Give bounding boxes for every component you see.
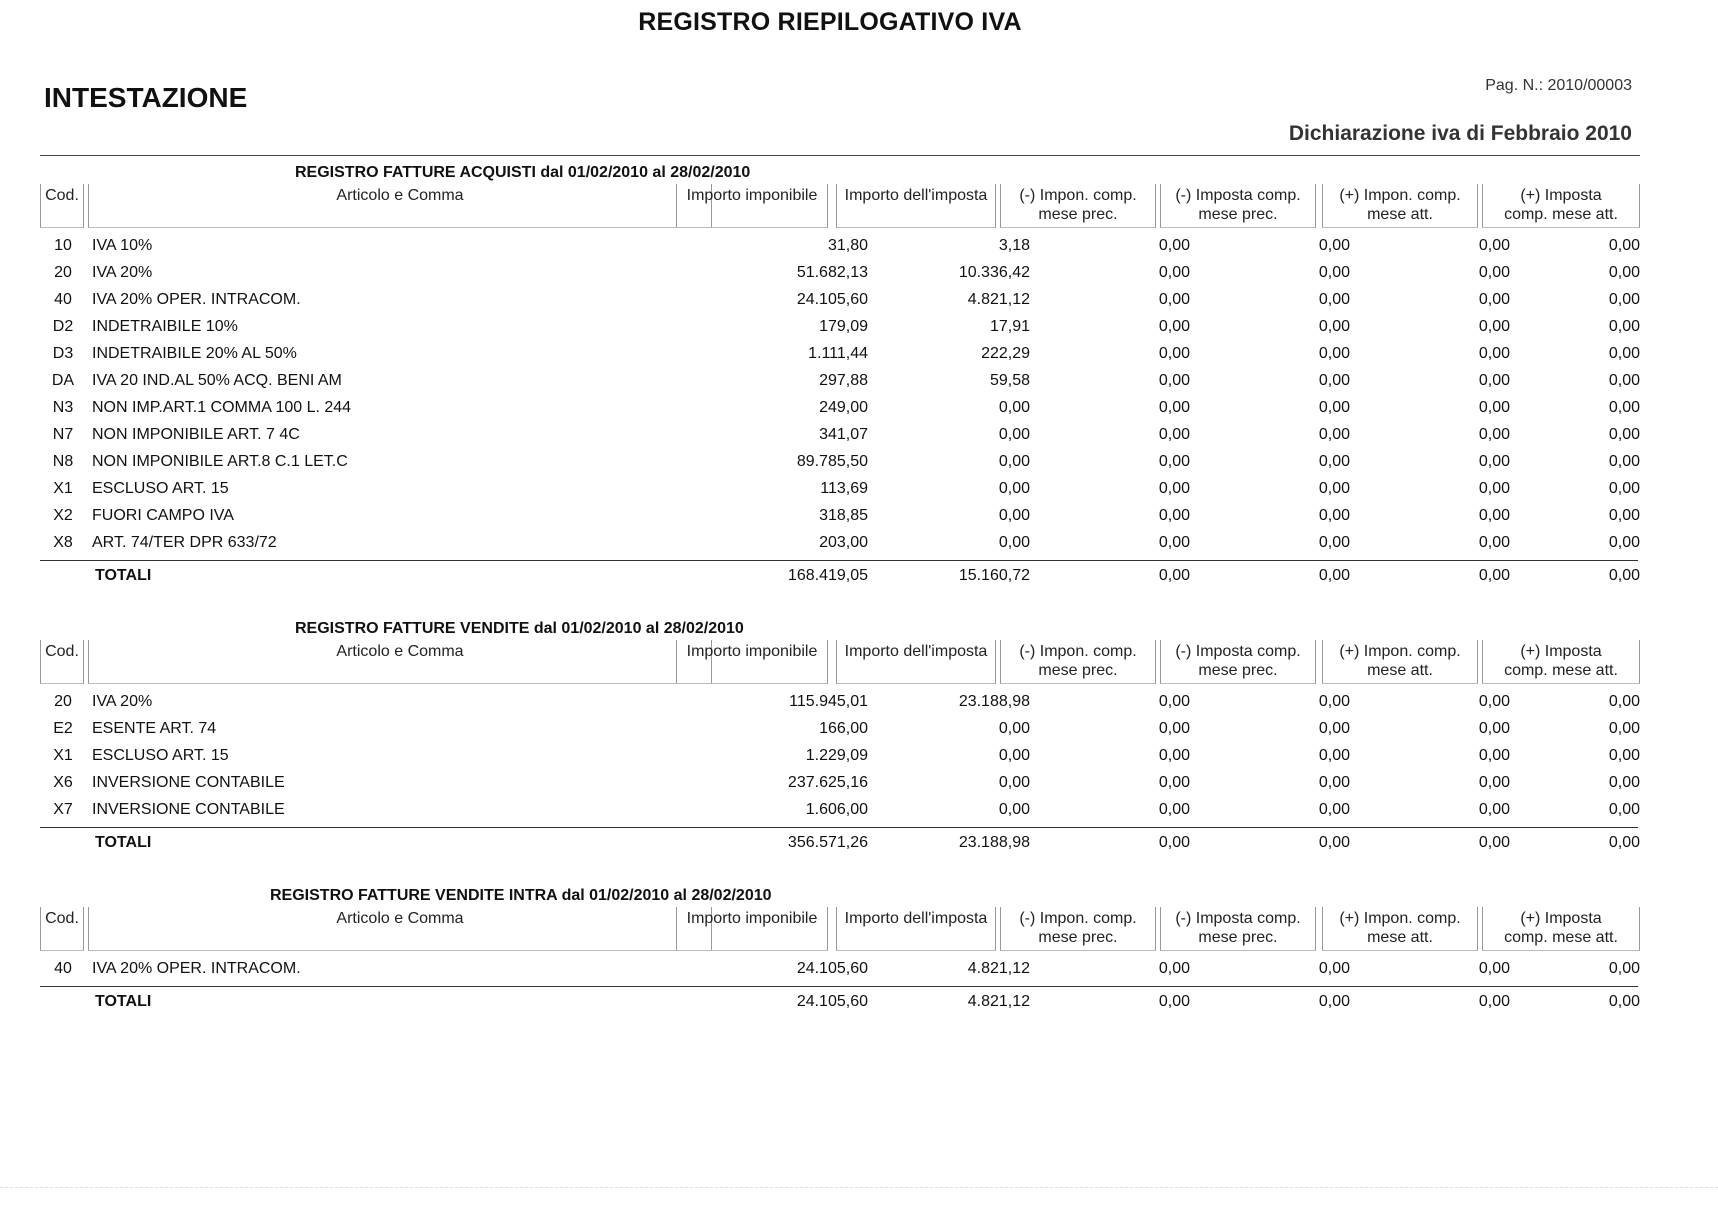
cell-articolo: IVA 20 IND.AL 50% ACQ. BENI AM: [92, 372, 342, 389]
cell-imponibile: 1.229,09: [805, 747, 868, 764]
table-row: [40, 313, 1640, 340]
table-row: [40, 529, 1640, 556]
cell-impon-prec: 0,00: [1158, 345, 1190, 362]
column-header-text: comp. mese att.: [1504, 929, 1618, 946]
cell-imponibile: 24.105,60: [796, 960, 868, 977]
cell-imposta-att: 0,00: [1608, 399, 1640, 416]
cell-imposta-att: 0,00: [1608, 480, 1640, 497]
cell-impon-att: 0,00: [1478, 318, 1510, 335]
table-row: [40, 769, 1640, 796]
cell-imponibile: 297,88: [819, 372, 868, 389]
cell-impon-att: 0,00: [1478, 507, 1510, 524]
cell-articolo: ART. 74/TER DPR 633/72: [92, 534, 277, 551]
column-header-text: (+) Imposta: [1520, 643, 1602, 660]
column-header: [676, 907, 828, 951]
column-header-text: Cod.: [45, 910, 79, 927]
cell-imponibile: 115.945,01: [789, 693, 868, 710]
table-row: [40, 448, 1640, 475]
column-header: [1000, 640, 1156, 684]
cell-imposta: 0,00: [998, 453, 1030, 470]
column-header: [1482, 184, 1640, 228]
total-imposta: 23.188,98: [958, 834, 1030, 851]
cell-imposta: 3,18: [998, 237, 1030, 254]
column-header: [1160, 184, 1316, 228]
total-impon-prec: 0,00: [1158, 834, 1190, 851]
cell-imposta-att: 0,00: [1608, 318, 1640, 335]
cell-impon-prec: 0,00: [1158, 534, 1190, 551]
cell-cod: 20: [54, 264, 72, 281]
column-header-text: Cod.: [45, 187, 79, 204]
total-imposta-att: 0,00: [1608, 993, 1640, 1010]
cell-imposta-att: 0,00: [1608, 345, 1640, 362]
cell-articolo: IVA 20%: [92, 264, 153, 281]
column-header: [88, 640, 712, 684]
cell-impon-prec: 0,00: [1158, 318, 1190, 335]
cell-imposta-att: 0,00: [1608, 693, 1640, 710]
table-row: [40, 742, 1640, 769]
cell-impon-att: 0,00: [1478, 399, 1510, 416]
total-imponibile: 168.419,05: [787, 567, 868, 584]
table-row: [40, 955, 1640, 982]
column-header: [40, 907, 84, 951]
cell-cod: 20: [54, 693, 72, 710]
cell-imposta-prec: 0,00: [1318, 237, 1350, 254]
column-header-text: (+) Impon. comp.: [1339, 643, 1461, 660]
column-header-text: Importo dell'imposta: [844, 187, 988, 204]
column-header-text: (-) Imposta comp.: [1175, 187, 1301, 204]
cell-imposta: 59,58: [989, 372, 1030, 389]
column-header-text: (+) Imposta: [1520, 187, 1602, 204]
cell-imponibile: 318,85: [819, 507, 868, 524]
column-header-text: Importo imponibile: [686, 187, 818, 204]
cell-impon-prec: 0,00: [1158, 507, 1190, 524]
total-imposta: 4.821,12: [967, 993, 1030, 1010]
column-header: [836, 184, 996, 228]
cell-cod: E2: [53, 720, 73, 737]
cell-cod: 10: [54, 237, 72, 254]
cell-cod: D3: [52, 345, 74, 362]
cell-imposta: 4.821,12: [967, 960, 1030, 977]
column-header-text: Importo dell'imposta: [844, 910, 988, 927]
cell-impon-att: 0,00: [1478, 453, 1510, 470]
column-header: [1160, 907, 1316, 951]
column-header: [1160, 640, 1316, 684]
cell-impon-att: 0,00: [1478, 693, 1510, 710]
cell-impon-att: 0,00: [1478, 291, 1510, 308]
table-row: [40, 286, 1640, 313]
cell-articolo: INVERSIONE CONTABILE: [92, 774, 285, 791]
cell-impon-att: 0,00: [1478, 372, 1510, 389]
column-header-text: mese prec.: [1198, 929, 1278, 946]
cell-imposta: 0,00: [998, 426, 1030, 443]
cell-impon-att: 0,00: [1478, 747, 1510, 764]
cell-imponibile: 113,69: [820, 480, 868, 497]
cell-impon-prec: 0,00: [1158, 801, 1190, 818]
column-header-text: mese prec.: [1198, 662, 1278, 679]
table-row: [40, 421, 1640, 448]
column-header-text: mese att.: [1367, 206, 1433, 223]
page-title: REGISTRO RIEPILOGATIVO IVA: [638, 8, 1022, 36]
column-header-text: mese att.: [1367, 929, 1433, 946]
cell-impon-prec: 0,00: [1158, 399, 1190, 416]
cell-impon-att: 0,00: [1478, 720, 1510, 737]
table-row: [40, 796, 1640, 823]
table-row: [40, 259, 1640, 286]
cell-impon-prec: 0,00: [1158, 291, 1190, 308]
cell-imposta-prec: 0,00: [1318, 372, 1350, 389]
totals-label: TOTALI: [95, 834, 152, 851]
table-row: [40, 475, 1640, 502]
cell-impon-att: 0,00: [1478, 534, 1510, 551]
table-header: [40, 184, 1640, 232]
declaration-title: Dichiarazione iva di Febbraio 2010: [1288, 122, 1632, 145]
cell-articolo: IVA 10%: [92, 237, 153, 254]
column-header-text: Articolo e Comma: [336, 643, 464, 660]
column-header: [88, 907, 712, 951]
cell-imposta-att: 0,00: [1608, 237, 1640, 254]
column-header-text: (-) Impon. comp.: [1019, 910, 1137, 927]
column-header: [836, 640, 996, 684]
column-header: [88, 184, 712, 228]
column-header: [1482, 640, 1640, 684]
cell-articolo: ESCLUSO ART. 15: [92, 480, 229, 497]
cell-impon-prec: 0,00: [1158, 264, 1190, 281]
cell-impon-att: 0,00: [1478, 264, 1510, 281]
total-imposta-att: 0,00: [1608, 567, 1640, 584]
table-header: [40, 640, 1640, 688]
total-impon-att: 0,00: [1478, 834, 1510, 851]
cell-imposta: 10.336,42: [958, 264, 1030, 281]
total-impon-att: 0,00: [1478, 993, 1510, 1010]
column-header-text: mese prec.: [1198, 206, 1278, 223]
cell-imposta: 0,00: [998, 507, 1030, 524]
total-imposta-prec: 0,00: [1318, 834, 1350, 851]
cell-articolo: ESENTE ART. 74: [92, 720, 217, 737]
cell-imponibile: 203,00: [819, 534, 868, 551]
cell-articolo: IVA 20% OPER. INTRACOM.: [92, 291, 301, 308]
cell-imposta-prec: 0,00: [1318, 291, 1350, 308]
intestazione-heading: INTESTAZIONE: [44, 82, 248, 113]
cell-imposta: 23.188,98: [958, 693, 1030, 710]
column-header: [40, 184, 84, 228]
column-header: [836, 907, 996, 951]
cell-articolo: FUORI CAMPO IVA: [92, 507, 234, 524]
cell-imponibile: 1.111,44: [808, 345, 868, 362]
column-header: [676, 184, 828, 228]
cell-imposta-prec: 0,00: [1318, 399, 1350, 416]
cell-imponibile: 237.625,16: [787, 774, 868, 791]
cell-cod: X2: [53, 507, 73, 524]
cell-imponibile: 51.682,13: [796, 264, 868, 281]
cell-imposta-prec: 0,00: [1318, 960, 1350, 977]
cell-imposta-att: 0,00: [1608, 291, 1640, 308]
cell-cod: DA: [51, 372, 75, 389]
cell-imposta-att: 0,00: [1608, 453, 1640, 470]
cell-imposta-prec: 0,00: [1318, 345, 1350, 362]
cell-imposta: 0,00: [998, 774, 1030, 791]
cell-cod: N7: [52, 426, 74, 443]
cell-imposta-prec: 0,00: [1318, 693, 1350, 710]
column-header-text: (+) Impon. comp.: [1339, 187, 1461, 204]
totals-label: TOTALI: [95, 567, 152, 584]
cell-cod: X7: [53, 801, 73, 818]
cell-impon-att: 0,00: [1478, 774, 1510, 791]
cell-imposta: 4.821,12: [967, 291, 1030, 308]
cell-imposta-prec: 0,00: [1318, 720, 1350, 737]
cell-impon-prec: 0,00: [1158, 237, 1190, 254]
totals-label: TOTALI: [95, 993, 152, 1010]
cell-imposta-att: 0,00: [1608, 372, 1640, 389]
table-header: [40, 907, 1640, 955]
column-header-text: Articolo e Comma: [336, 910, 464, 927]
totals-row: [40, 828, 1640, 858]
column-header-text: comp. mese att.: [1504, 206, 1618, 223]
table-row: [40, 394, 1640, 421]
cell-imponibile: 31,80: [827, 237, 868, 254]
column-header-text: Importo dell'imposta: [844, 643, 988, 660]
cell-imposta-att: 0,00: [1608, 747, 1640, 764]
cell-articolo: INVERSIONE CONTABILE: [92, 801, 285, 818]
table-row: [40, 715, 1640, 742]
cell-cod: X1: [53, 480, 73, 497]
cell-imposta-prec: 0,00: [1318, 801, 1350, 818]
register-section: [40, 162, 1640, 591]
cell-imposta-att: 0,00: [1608, 801, 1640, 818]
cell-cod: N3: [52, 399, 74, 416]
cell-imposta-prec: 0,00: [1318, 426, 1350, 443]
table-row: [40, 367, 1640, 394]
cell-imposta: 0,00: [998, 720, 1030, 737]
cell-impon-prec: 0,00: [1158, 453, 1190, 470]
cell-imposta-att: 0,00: [1608, 720, 1640, 737]
total-imposta-prec: 0,00: [1318, 993, 1350, 1010]
cell-articolo: IVA 20%: [92, 693, 153, 710]
table-body: [40, 955, 1640, 982]
column-header-text: Articolo e Comma: [336, 187, 464, 204]
cell-imposta-att: 0,00: [1608, 534, 1640, 551]
column-header-text: mese prec.: [1038, 206, 1118, 223]
table-row: [40, 232, 1640, 259]
cell-impon-att: 0,00: [1478, 426, 1510, 443]
column-header: [1322, 640, 1478, 684]
column-header-text: (-) Imposta comp.: [1175, 910, 1301, 927]
cell-imposta-att: 0,00: [1608, 774, 1640, 791]
cell-imposta-att: 0,00: [1608, 507, 1640, 524]
column-header-text: comp. mese att.: [1504, 662, 1618, 679]
column-header: [40, 640, 84, 684]
total-imponibile: 356.571,26: [787, 834, 868, 851]
table-body: [40, 688, 1640, 823]
page-number: Pag. N.: 2010/00003: [1485, 77, 1632, 94]
header-divider: [40, 155, 1640, 156]
cell-impon-prec: 0,00: [1158, 372, 1190, 389]
cell-imponibile: 24.105,60: [796, 291, 868, 308]
cell-imposta-prec: 0,00: [1318, 264, 1350, 281]
cell-articolo: INDETRAIBILE 20% AL 50%: [92, 345, 297, 362]
cell-imposta: 0,00: [998, 801, 1030, 818]
cell-imposta-prec: 0,00: [1318, 747, 1350, 764]
cell-impon-att: 0,00: [1478, 345, 1510, 362]
cell-imposta-prec: 0,00: [1318, 480, 1350, 497]
column-header: [676, 640, 828, 684]
column-header: [1322, 184, 1478, 228]
column-header-text: (-) Impon. comp.: [1019, 187, 1137, 204]
cell-imposta-prec: 0,00: [1318, 774, 1350, 791]
cell-cod: X1: [53, 747, 73, 764]
cell-imponibile: 89.785,50: [796, 453, 868, 470]
cell-articolo: IVA 20% OPER. INTRACOM.: [92, 960, 301, 977]
table-row: [40, 502, 1640, 529]
column-header-text: (+) Imposta: [1520, 910, 1602, 927]
cell-imposta: 222,29: [981, 345, 1030, 362]
cell-imposta: 17,91: [989, 318, 1030, 335]
cell-impon-prec: 0,00: [1158, 426, 1190, 443]
totals-row: [40, 561, 1640, 591]
cell-imposta-prec: 0,00: [1318, 507, 1350, 524]
column-header: [1322, 907, 1478, 951]
table-body: [40, 232, 1640, 556]
total-imposta: 15.160,72: [958, 567, 1030, 584]
cell-impon-prec: 0,00: [1158, 480, 1190, 497]
cell-imposta-att: 0,00: [1608, 264, 1640, 281]
cell-imposta: 0,00: [998, 534, 1030, 551]
cell-impon-prec: 0,00: [1158, 720, 1190, 737]
column-header-text: Importo imponibile: [686, 910, 818, 927]
cell-imposta: 0,00: [998, 399, 1030, 416]
cell-articolo: NON IMPONIBILE ART.8 C.1 LET.C: [92, 453, 348, 470]
column-header: [1482, 907, 1640, 951]
table-row: [40, 688, 1640, 715]
cell-cod: X6: [53, 774, 73, 791]
cell-imponibile: 341,07: [819, 426, 868, 443]
cell-cod: 40: [54, 960, 72, 977]
total-imposta-prec: 0,00: [1318, 567, 1350, 584]
cell-imponibile: 1.606,00: [805, 801, 868, 818]
column-header-text: (+) Impon. comp.: [1339, 910, 1461, 927]
cell-imposta-prec: 0,00: [1318, 453, 1350, 470]
section-title: REGISTRO FATTURE VENDITE INTRA dal 01/02/2010 al 28/02/2010: [270, 887, 772, 904]
cell-imponibile: 166,00: [819, 720, 868, 737]
cell-cod: D2: [52, 318, 74, 335]
register-section: [40, 618, 1640, 858]
cell-impon-prec: 0,00: [1158, 960, 1190, 977]
cell-cod: X8: [53, 534, 73, 551]
total-impon-prec: 0,00: [1158, 567, 1190, 584]
cell-articolo: ESCLUSO ART. 15: [92, 747, 229, 764]
column-header-text: (-) Impon. comp.: [1019, 643, 1137, 660]
column-header-text: (-) Imposta comp.: [1175, 643, 1301, 660]
column-header-text: mese prec.: [1038, 929, 1118, 946]
cell-imposta-att: 0,00: [1608, 426, 1640, 443]
total-imposta-att: 0,00: [1608, 834, 1640, 851]
cell-imponibile: 249,00: [819, 399, 868, 416]
cell-cod: N8: [52, 453, 74, 470]
cell-imposta-prec: 0,00: [1318, 318, 1350, 335]
cell-articolo: NON IMPONIBILE ART. 7 4C: [92, 426, 300, 443]
cell-imposta-prec: 0,00: [1318, 534, 1350, 551]
total-imponibile: 24.105,60: [796, 993, 868, 1010]
cell-impon-att: 0,00: [1478, 480, 1510, 497]
totals-row: [40, 987, 1640, 1017]
cell-impon-att: 0,00: [1478, 960, 1510, 977]
column-header: [1000, 907, 1156, 951]
section-title: REGISTRO FATTURE ACQUISTI dal 01/02/2010 al 28/02/2010: [295, 164, 751, 181]
cell-imposta-att: 0,00: [1608, 960, 1640, 977]
cell-imposta: 0,00: [998, 480, 1030, 497]
total-impon-att: 0,00: [1478, 567, 1510, 584]
cell-imposta: 0,00: [998, 747, 1030, 764]
column-header-text: mese prec.: [1038, 662, 1118, 679]
cell-impon-prec: 0,00: [1158, 693, 1190, 710]
column-header-text: Cod.: [45, 643, 79, 660]
column-header: [1000, 184, 1156, 228]
scan-edge: [0, 1187, 1718, 1188]
cell-imponibile: 179,09: [819, 318, 868, 335]
column-header-text: Importo imponibile: [686, 643, 818, 660]
column-header-text: mese att.: [1367, 662, 1433, 679]
cell-impon-prec: 0,00: [1158, 747, 1190, 764]
cell-articolo: INDETRAIBILE 10%: [92, 318, 238, 335]
register-section: [40, 885, 1640, 1017]
total-impon-prec: 0,00: [1158, 993, 1190, 1010]
table-row: [40, 340, 1640, 367]
cell-cod: 40: [54, 291, 72, 308]
cell-impon-prec: 0,00: [1158, 774, 1190, 791]
cell-impon-att: 0,00: [1478, 801, 1510, 818]
cell-articolo: NON IMP.ART.1 COMMA 100 L. 244: [92, 399, 352, 416]
section-title: REGISTRO FATTURE VENDITE dal 01/02/2010 al 28/02/2010: [295, 620, 744, 637]
cell-impon-att: 0,00: [1478, 237, 1510, 254]
